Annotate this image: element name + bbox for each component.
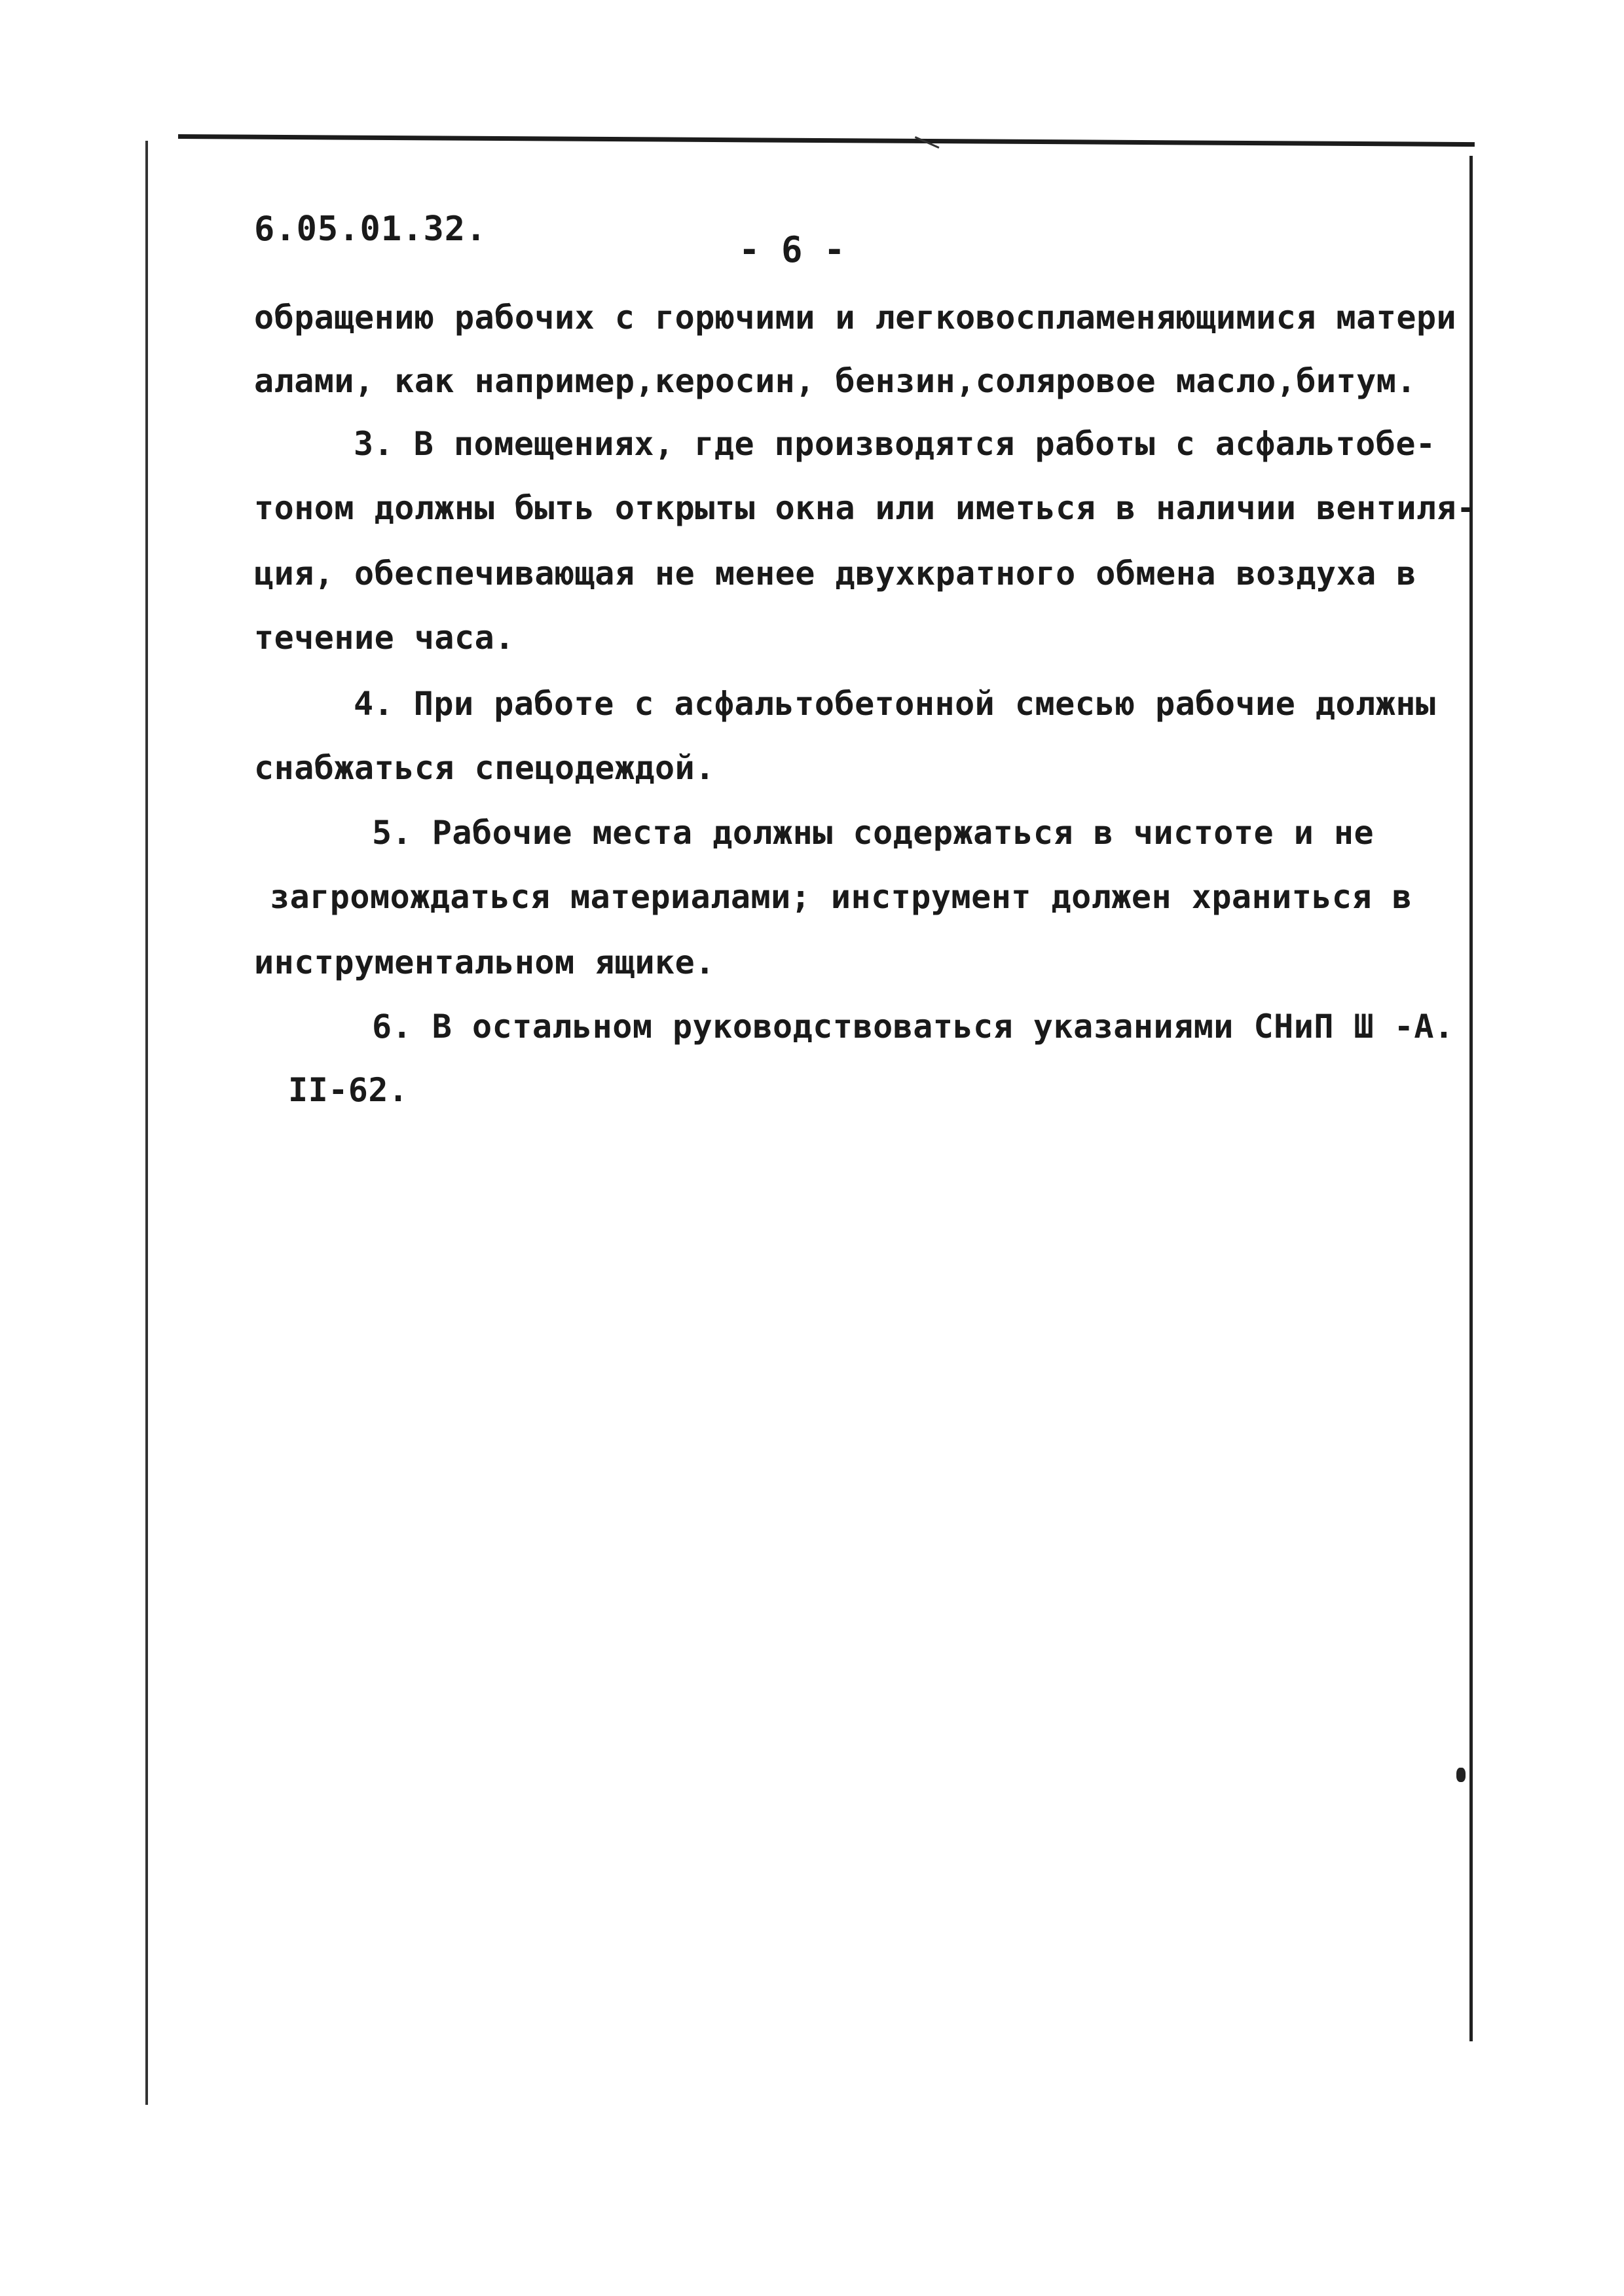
text-line: 3. В помещениях, где производятся работы с асфальтобе- — [354, 425, 1436, 463]
text-line: 4. При работе с асфальтобетонной смесью рабочие должны — [354, 685, 1436, 723]
frame-right-mark — [1456, 1768, 1466, 1782]
text-line: инструментальном ящике. — [254, 943, 715, 981]
text-line: течение часа. — [254, 619, 515, 657]
text-line: ция, обеспечивающая не менее двухкратного обмена воздуха в — [254, 555, 1416, 592]
text-line: алами, как например,керосин, бензин,соляровое масло,битум. — [254, 362, 1416, 400]
page-number: - 6 - — [739, 229, 845, 270]
text-line: тоном должны быть открыты окна или иметься в наличии вентиля- — [254, 489, 1477, 527]
text-line: загромождаться материалами; инструмент должен храниться в — [270, 878, 1412, 916]
frame-right-border — [1469, 156, 1473, 2041]
document-code: 6.05.01.32. — [254, 210, 487, 249]
text-line: 6. В остальном руководствоваться указаниями СНиП Ш -А. — [372, 1008, 1454, 1046]
text-line: 5. Рабочие места должны содержаться в чистоте и не — [372, 814, 1375, 852]
text-line: снабжаться спецодеждой. — [254, 749, 715, 787]
frame-top-border — [178, 134, 1475, 147]
frame-left-border — [145, 141, 148, 2105]
text-line: II-62. — [288, 1071, 409, 1109]
text-line: обращению рабочих с горючими и легковоспламеняющимися матери — [254, 299, 1457, 337]
